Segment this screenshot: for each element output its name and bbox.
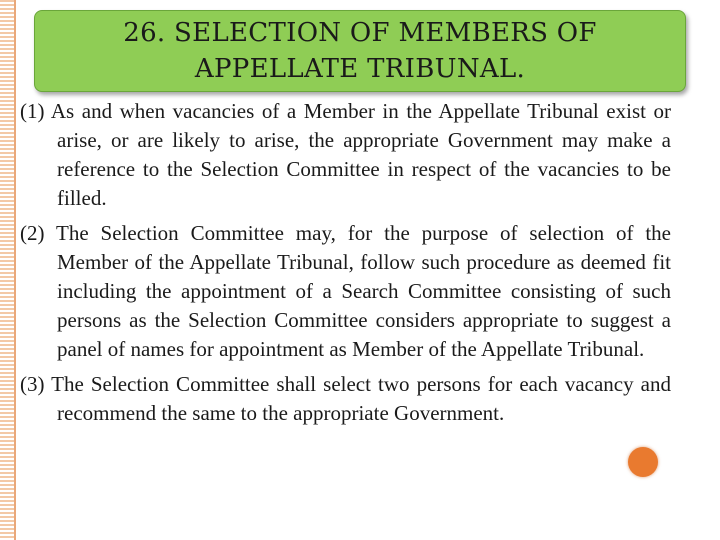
orange-circle-decoration bbox=[628, 447, 658, 477]
paragraph-3: (3) The Selection Committee shall select two persons for each vacancy and recommend the same to the appropriate Government. bbox=[20, 372, 671, 425]
title-banner bbox=[34, 10, 686, 92]
paragraph-2: (2) The Selection Committee may, for the purpose of selection of the Member of the Appellate Tribunal, follow such procedure as deemed fit including the appointment of a Search Committee consisting of such persons as the Selection Committee considers appropriate to suggest a panel of names for appointment as Member of the Appellate Tribunal. bbox=[20, 221, 671, 361]
title-line-2: APPELLATE TRIBUNAL. bbox=[194, 54, 526, 84]
paragraph-1: (1) As and when vacancies of a Member in the Appellate Tribunal exist or arise, or are likely to arise, the appropriate Government may make a reference to the Selection Committee in respect of the vacancies to be filled. bbox=[20, 99, 671, 210]
title-line-1: 26. SELECTION OF MEMBERS OF bbox=[123, 18, 597, 48]
left-stripe-band bbox=[0, 0, 15, 540]
slide-body bbox=[20, 97, 671, 434]
